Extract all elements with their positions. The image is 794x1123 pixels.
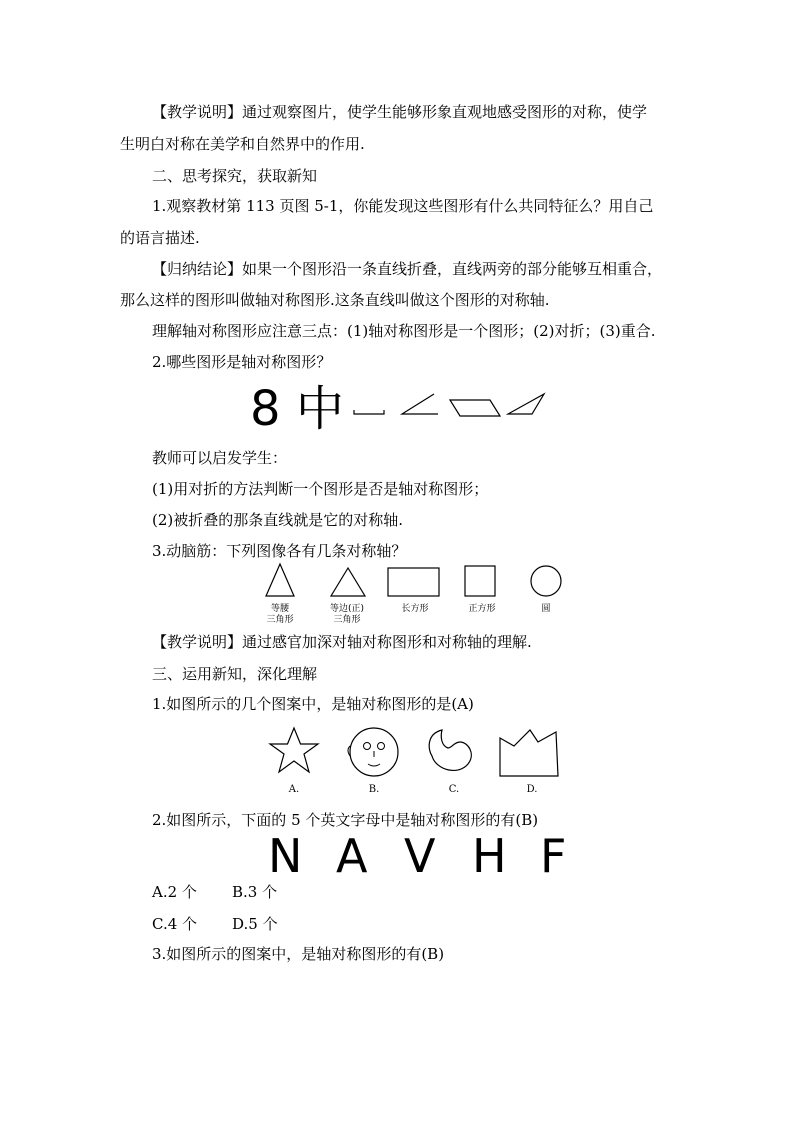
ex2-opt-a: A.2 个 (152, 883, 197, 901)
note-line: 理解轴对称图形应注意三点：(1)轴对称图形是一个图形；(2)对折；(3)重合. (152, 322, 656, 340)
conclusion-line2: 那么这样的图形叫做轴对称图形.这条直线叫做这个图形的对称轴. (120, 291, 550, 309)
label-b: B. (368, 784, 380, 795)
q3-line: 3.动脑筋：下列图像各有几条对称轴？ (152, 542, 407, 560)
label-d: D. (526, 784, 538, 795)
section2-title: 二、思考探究，获取新知 (152, 167, 318, 185)
ex2-opt-c: C.4 个 (152, 915, 198, 933)
label-equilateral-2: 三角形 (333, 615, 361, 625)
letters-row (268, 829, 570, 883)
label-isosceles-1: 等腰 (270, 604, 289, 614)
label-rectangle: 长方形 (401, 604, 429, 614)
ex1-line: 1.如图所示的几个图案中，是轴对称图形的是(A) (152, 695, 474, 713)
isosceles-triangle-shape (266, 564, 294, 596)
hint1: (1)用对折的方法判断一个图形是否是轴对称图形； (152, 480, 489, 498)
letter-a: A (336, 829, 368, 883)
q1-line2: 的语言描述. (120, 229, 200, 247)
star-shape (270, 728, 318, 772)
square-shape (465, 566, 495, 596)
comma-shape (429, 730, 471, 770)
letter-n: N (268, 829, 303, 883)
label-a: A. (288, 784, 300, 795)
label-equilateral-1: 等边(正) (329, 604, 365, 614)
para2-line: 【教学说明】通过感官加深对轴对称图形和对称轴的理解. (152, 633, 532, 651)
label-isosceles-2: 三角形 (266, 615, 294, 625)
triangle-shape (508, 394, 544, 414)
label-circle: 圆 (541, 604, 551, 614)
figure-shapes-row1 (350, 388, 550, 428)
section3-title: 三、运用新知，深化理解 (152, 665, 318, 683)
equilateral-triangle-shape (331, 568, 365, 596)
para1-line2: 生明白对称在美学和自然界中的作用. (120, 135, 365, 153)
para1-line1: 【教学说明】通过观察图片，使学生能够形象直观地感受图形的对称，使学 (152, 103, 648, 121)
letter-f: F (540, 829, 567, 883)
q1-line1: 1.观察教材第 113 页图 5-1，你能发现这些图形有什么共同特征么？用自己 (152, 197, 654, 215)
line-segment-shape (354, 410, 384, 414)
label-c: C. (448, 784, 460, 795)
teacher-hint: 教师可以启发学生： (152, 449, 288, 467)
ex3-line: 3.如图所示的图案中，是轴对称图形的有(B) (152, 945, 445, 963)
letter-v: V (404, 829, 436, 883)
figure-shapes-row2 (260, 562, 570, 602)
ex2-line: 2.如图所示，下面的 5 个英文字母中是轴对称图形的有(B) (152, 811, 539, 829)
angle-shape (402, 394, 438, 414)
rectangle-shape (388, 568, 439, 596)
figure-char-eight: 8 (250, 381, 281, 437)
label-square: 正方形 (468, 604, 496, 614)
figure-char-zhong: 中 (296, 381, 345, 437)
ex2-opt-d: D.5 个 (232, 915, 278, 933)
q2-line: 2.哪些图形是轴对称图形？ (152, 353, 332, 371)
conclusion-line1: 【归纳结论】如果一个图形沿一条直线折叠，直线两旁的部分能够互相重合， (152, 260, 663, 278)
figure-patterns (262, 724, 562, 784)
ex2-opt-b: B.3 个 (232, 883, 278, 901)
circle-shape (531, 566, 561, 596)
letter-h: H (472, 829, 507, 883)
face-shape (348, 728, 398, 776)
hint2: (2)被折叠的那条直线就是它的对称轴. (152, 511, 404, 529)
parallelogram-shape (450, 400, 500, 416)
crown-shape (500, 730, 558, 776)
